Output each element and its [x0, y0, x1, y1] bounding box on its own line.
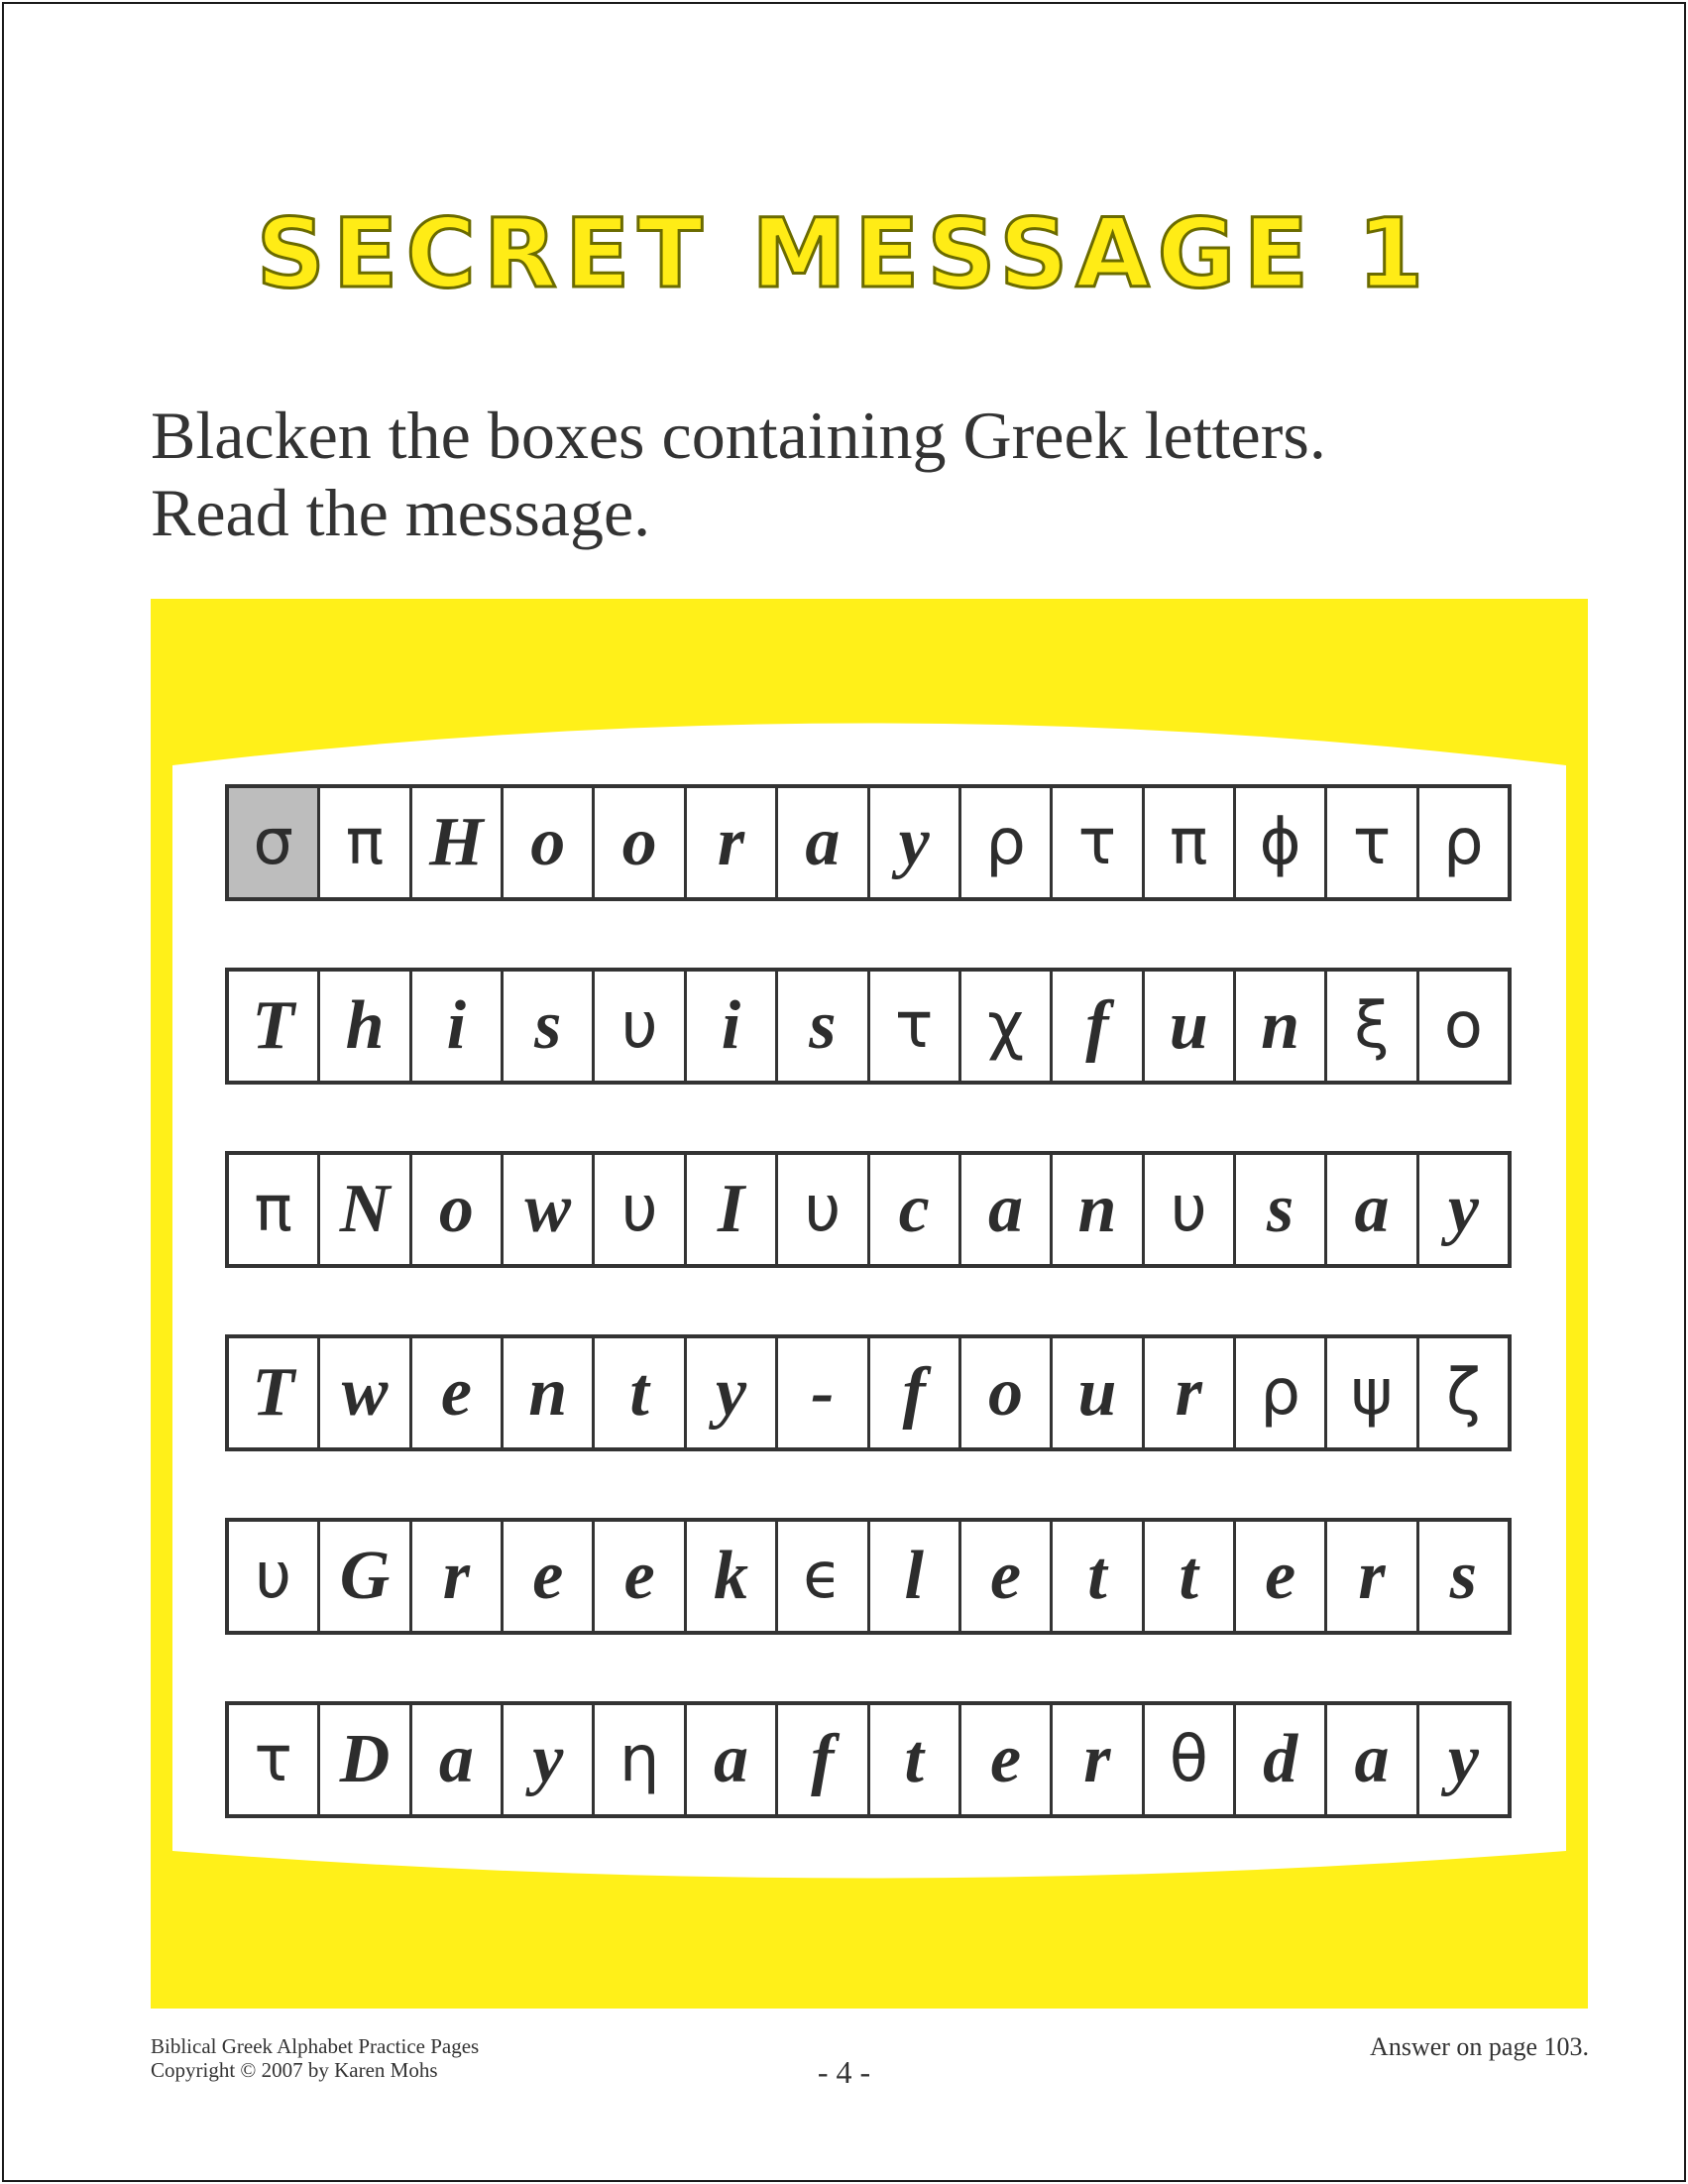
- letter-box[interactable]: r: [1327, 1522, 1418, 1631]
- letter-box[interactable]: T: [229, 1338, 320, 1447]
- letter-box[interactable]: σ: [229, 788, 320, 897]
- grid-row: [225, 968, 1512, 1085]
- letter-box[interactable]: i: [687, 972, 778, 1081]
- letter-box[interactable]: e: [961, 1522, 1053, 1631]
- letter-box[interactable]: w: [320, 1338, 411, 1447]
- letter-box[interactable]: a: [687, 1705, 778, 1814]
- grid-row: [225, 1701, 1512, 1818]
- letter-box[interactable]: y: [687, 1338, 778, 1447]
- letter-box[interactable]: θ: [1145, 1705, 1236, 1814]
- letter-box[interactable]: υ: [778, 1155, 869, 1264]
- letter-box[interactable]: r: [1145, 1338, 1236, 1447]
- grid-row: [225, 784, 1512, 901]
- book-title: Biblical Greek Alphabet Practice Pages: [151, 2034, 480, 2058]
- letter-box[interactable]: π: [1145, 788, 1236, 897]
- letter-box[interactable]: w: [504, 1155, 595, 1264]
- letter-box[interactable]: a: [778, 788, 869, 897]
- letter-box[interactable]: r: [1053, 1705, 1144, 1814]
- letter-box[interactable]: l: [870, 1522, 961, 1631]
- puzzle-panel: [151, 599, 1588, 2009]
- letter-box[interactable]: o: [504, 788, 595, 897]
- letter-box[interactable]: t: [1145, 1522, 1236, 1631]
- letter-box[interactable]: e: [412, 1338, 504, 1447]
- letter-box[interactable]: n: [1053, 1155, 1144, 1264]
- instruction-line-2: Read the message.: [151, 475, 651, 550]
- letter-box[interactable]: t: [870, 1705, 961, 1814]
- letter-box[interactable]: ξ: [1327, 972, 1418, 1081]
- letter-box[interactable]: υ: [595, 1155, 686, 1264]
- letter-box[interactable]: ψ: [1327, 1338, 1418, 1447]
- letter-box[interactable]: o: [412, 1155, 504, 1264]
- letter-grid: [225, 784, 1512, 1885]
- letter-box[interactable]: D: [320, 1705, 411, 1814]
- letter-box[interactable]: I: [687, 1155, 778, 1264]
- letter-box[interactable]: c: [870, 1155, 961, 1264]
- letter-box[interactable]: ϕ: [1236, 788, 1327, 897]
- letter-box[interactable]: a: [412, 1705, 504, 1814]
- letter-box[interactable]: s: [778, 972, 869, 1081]
- letter-box[interactable]: e: [961, 1705, 1053, 1814]
- letter-box[interactable]: n: [504, 1338, 595, 1447]
- letter-box[interactable]: τ: [1327, 788, 1418, 897]
- letter-box[interactable]: s: [1236, 1155, 1327, 1264]
- answer-note: Answer on page 103.: [1370, 2032, 1589, 2061]
- letter-box[interactable]: -: [778, 1338, 869, 1447]
- letter-box[interactable]: o: [595, 788, 686, 897]
- letter-box[interactable]: a: [1327, 1705, 1418, 1814]
- letter-box[interactable]: t: [1053, 1522, 1144, 1631]
- letter-box[interactable]: s: [504, 972, 595, 1081]
- letter-box[interactable]: τ: [870, 972, 961, 1081]
- letter-box[interactable]: y: [870, 788, 961, 897]
- copyright: Copyright © 2007 by Karen Mohs: [151, 2058, 438, 2082]
- letter-box[interactable]: y: [1419, 1155, 1508, 1264]
- letter-box[interactable]: ρ: [1419, 788, 1508, 897]
- letter-box[interactable]: υ: [229, 1522, 320, 1631]
- letter-box[interactable]: ζ: [1419, 1338, 1508, 1447]
- letter-box[interactable]: υ: [1145, 1155, 1236, 1264]
- letter-box[interactable]: y: [504, 1705, 595, 1814]
- letter-box[interactable]: e: [595, 1522, 686, 1631]
- letter-box[interactable]: u: [1145, 972, 1236, 1081]
- grid-row: [225, 1334, 1512, 1451]
- letter-box[interactable]: τ: [1053, 788, 1144, 897]
- letter-box[interactable]: G: [320, 1522, 411, 1631]
- letter-box[interactable]: τ: [229, 1705, 320, 1814]
- letter-box[interactable]: η: [595, 1705, 686, 1814]
- letter-box[interactable]: χ: [961, 972, 1053, 1081]
- letter-box[interactable]: υ: [595, 972, 686, 1081]
- letter-box[interactable]: H: [412, 788, 504, 897]
- letter-box[interactable]: n: [1236, 972, 1327, 1081]
- letter-box[interactable]: a: [961, 1155, 1053, 1264]
- letter-box[interactable]: k: [687, 1522, 778, 1631]
- letter-box[interactable]: ρ: [961, 788, 1053, 897]
- grid-row: [225, 1518, 1512, 1635]
- page-title: SECRET MESSAGE 1: [256, 198, 1432, 309]
- letter-box[interactable]: o: [961, 1338, 1053, 1447]
- page-number: - 4 -: [817, 2054, 871, 2090]
- instructions: [151, 397, 1588, 551]
- letter-box[interactable]: a: [1327, 1155, 1418, 1264]
- letter-box[interactable]: s: [1419, 1522, 1508, 1631]
- letter-box[interactable]: ϵ: [778, 1522, 869, 1631]
- letter-box[interactable]: f: [778, 1705, 869, 1814]
- letter-box[interactable]: π: [320, 788, 411, 897]
- letter-box[interactable]: ο: [1419, 972, 1508, 1081]
- letter-box[interactable]: f: [870, 1338, 961, 1447]
- letter-box[interactable]: e: [504, 1522, 595, 1631]
- instruction-line-1: Blacken the boxes containing Greek letters.: [151, 398, 1326, 473]
- letter-box[interactable]: N: [320, 1155, 411, 1264]
- letter-box[interactable]: h: [320, 972, 411, 1081]
- letter-box[interactable]: π: [229, 1155, 320, 1264]
- letter-box[interactable]: t: [595, 1338, 686, 1447]
- letter-box[interactable]: e: [1236, 1522, 1327, 1631]
- letter-box[interactable]: r: [687, 788, 778, 897]
- letter-box[interactable]: T: [229, 972, 320, 1081]
- letter-box[interactable]: r: [412, 1522, 504, 1631]
- grid-row: [225, 1151, 1512, 1268]
- letter-box[interactable]: u: [1053, 1338, 1144, 1447]
- letter-box[interactable]: i: [412, 972, 504, 1081]
- letter-box[interactable]: y: [1419, 1705, 1508, 1814]
- letter-box[interactable]: d: [1236, 1705, 1327, 1814]
- letter-box[interactable]: ρ: [1236, 1338, 1327, 1447]
- letter-box[interactable]: f: [1053, 972, 1144, 1081]
